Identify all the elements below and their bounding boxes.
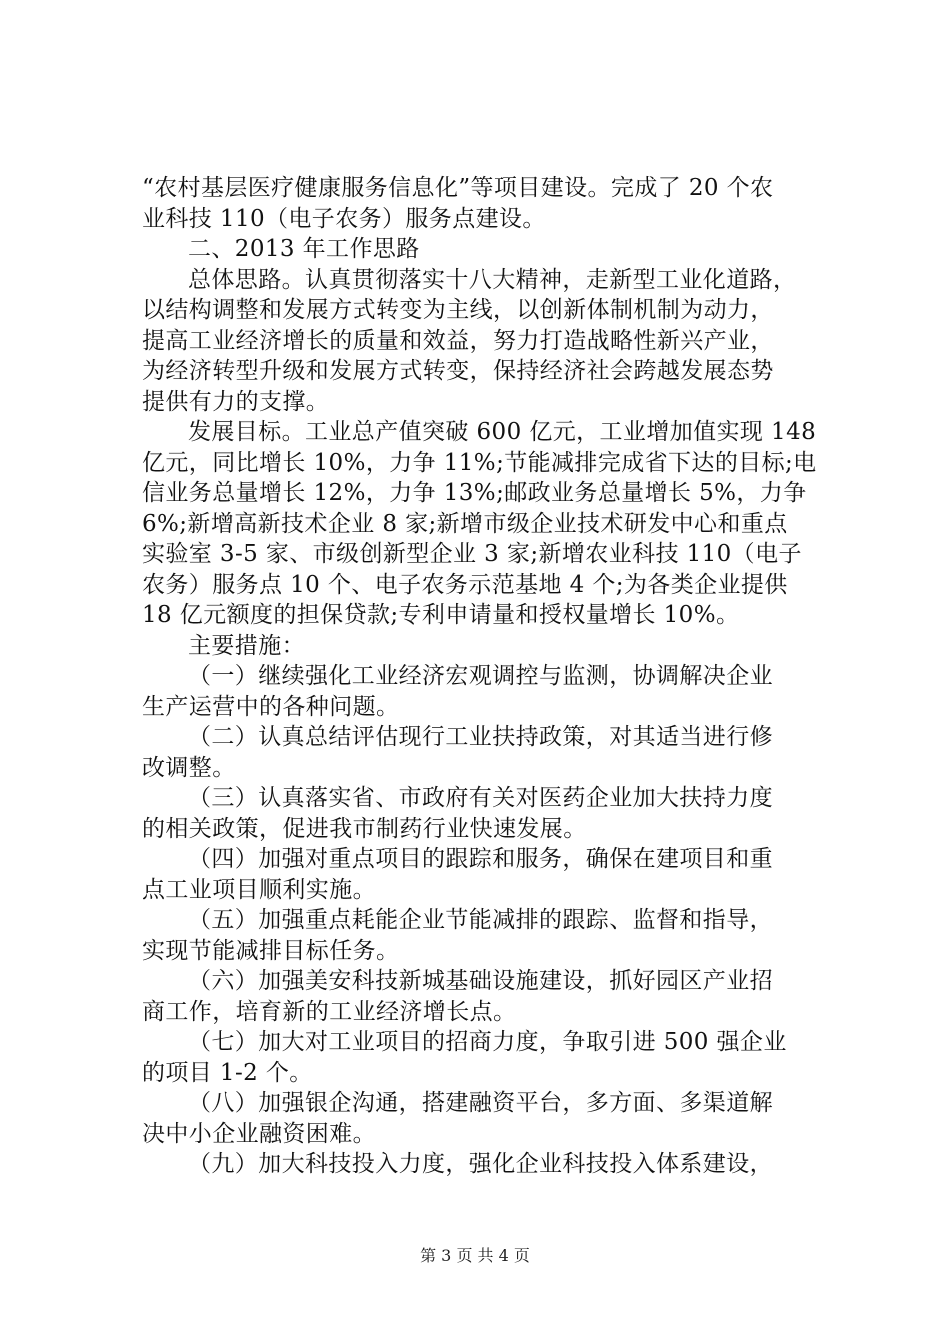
text-line: （五）加强重点耗能企业节能减排的跟踪、监督和指导， [188,907,773,933]
text-line: 改调整。 [142,754,236,781]
text-line: 商工作，培育新的工业经济增长点。 [142,998,517,1025]
section-heading-2013-work-plan [142,234,832,265]
measure-item-8 [142,1088,832,1149]
text-line: 二、2013 年工作思路 [188,236,420,262]
text-line: 信业务总量增长 12%，力争 13%;邮政业务总量增长 5%，力争 [142,480,807,506]
measure-item-9 [142,1149,832,1180]
text-line: （四）加强对重点项目的跟踪和服务，确保在建项目和重 [188,846,773,872]
measure-item-1 [142,661,832,722]
text-line: （九）加大科技投入力度，强化企业科技投入体系建设， [188,1151,773,1177]
paragraph-development-goals [142,417,832,631]
text-line: 发展目标。工业总产值突破 600 亿元，工业增加值实现 148 [188,419,817,445]
text-line: 点工业项目顺利实施。 [142,876,376,903]
page-footer [0,1246,950,1266]
text-line: 业科技 110（电子农务）服务点建设。 [142,205,546,232]
measure-item-6 [142,966,832,1027]
measure-item-7 [142,1027,832,1088]
measure-item-3 [142,783,832,844]
text-line: （一）继续强化工业经济宏观调控与监测，协调解决企业 [188,663,773,689]
text-line: （三）认真落实省、市政府有关对医药企业加大扶持力度 [188,785,773,811]
text-line: （二）认真总结评估现行工业扶持政策，对其适当进行修 [188,724,773,750]
document-body [142,173,832,1180]
text-line: 亿元，同比增长 10%，力争 11%;节能减排完成省下达的目标;电 [142,449,817,476]
text-line: 实验室 3-5 家、市级创新型企业 3 家;新增农业科技 110（电子 [142,541,802,567]
text-line: （七）加大对工业项目的招商力度，争取引进 500 强企业 [188,1029,787,1055]
text-line: 生产运营中的各种问题。 [142,693,400,720]
paragraph-overall-approach [142,265,832,418]
text-line: 为经济转型升级和发展方式转变，保持经济社会跨越发展态势 [142,358,774,384]
text-line: 的项目 1-2 个。 [142,1059,313,1086]
text-line: 18 亿元额度的担保贷款;专利申请量和授权量增长 10%。 [142,602,740,628]
text-line: 6%;新增高新技术企业 8 家;新增市级企业技术研发中心和重点 [142,510,788,537]
text-line: （六）加强美安科技新城基础设施建设，抓好园区产业招 [188,968,773,994]
text-line: 总体思路。认真贯彻落实十八大精神，走新型工业化道路， [188,266,797,293]
text-line: 提高工业经济增长的质量和效益，努力打造战略性新兴产业， [142,327,774,354]
text-line: “农村基层医疗健康服务信息化”等项目建设。完成了 20 个农 [142,175,774,201]
text-line: 的相关政策，促进我市制药行业快速发展。 [142,815,587,842]
text-line: 主要措施： [188,632,305,659]
measure-item-5 [142,905,832,966]
measure-item-4 [142,844,832,905]
paragraph-project-construction [142,173,832,234]
subheading-main-measures [142,631,832,662]
text-line: 农务）服务点 10 个、电子农务示范基地 4 个;为各类企业提供 [142,571,788,598]
text-line: 实现节能减排目标任务。 [142,937,400,964]
text-line: 提供有力的支撑。 [142,388,330,415]
text-line: 以结构调整和发展方式转变为主线，以创新体制机制为动力， [142,297,774,323]
measure-item-2 [142,722,832,783]
page-number-label: 第 3 页 共 4 页 [420,1246,530,1265]
text-line: 决中小企业融资困难。 [142,1120,376,1147]
text-line: （八）加强银企沟通，搭建融资平台，多方面、多渠道解 [188,1090,773,1116]
